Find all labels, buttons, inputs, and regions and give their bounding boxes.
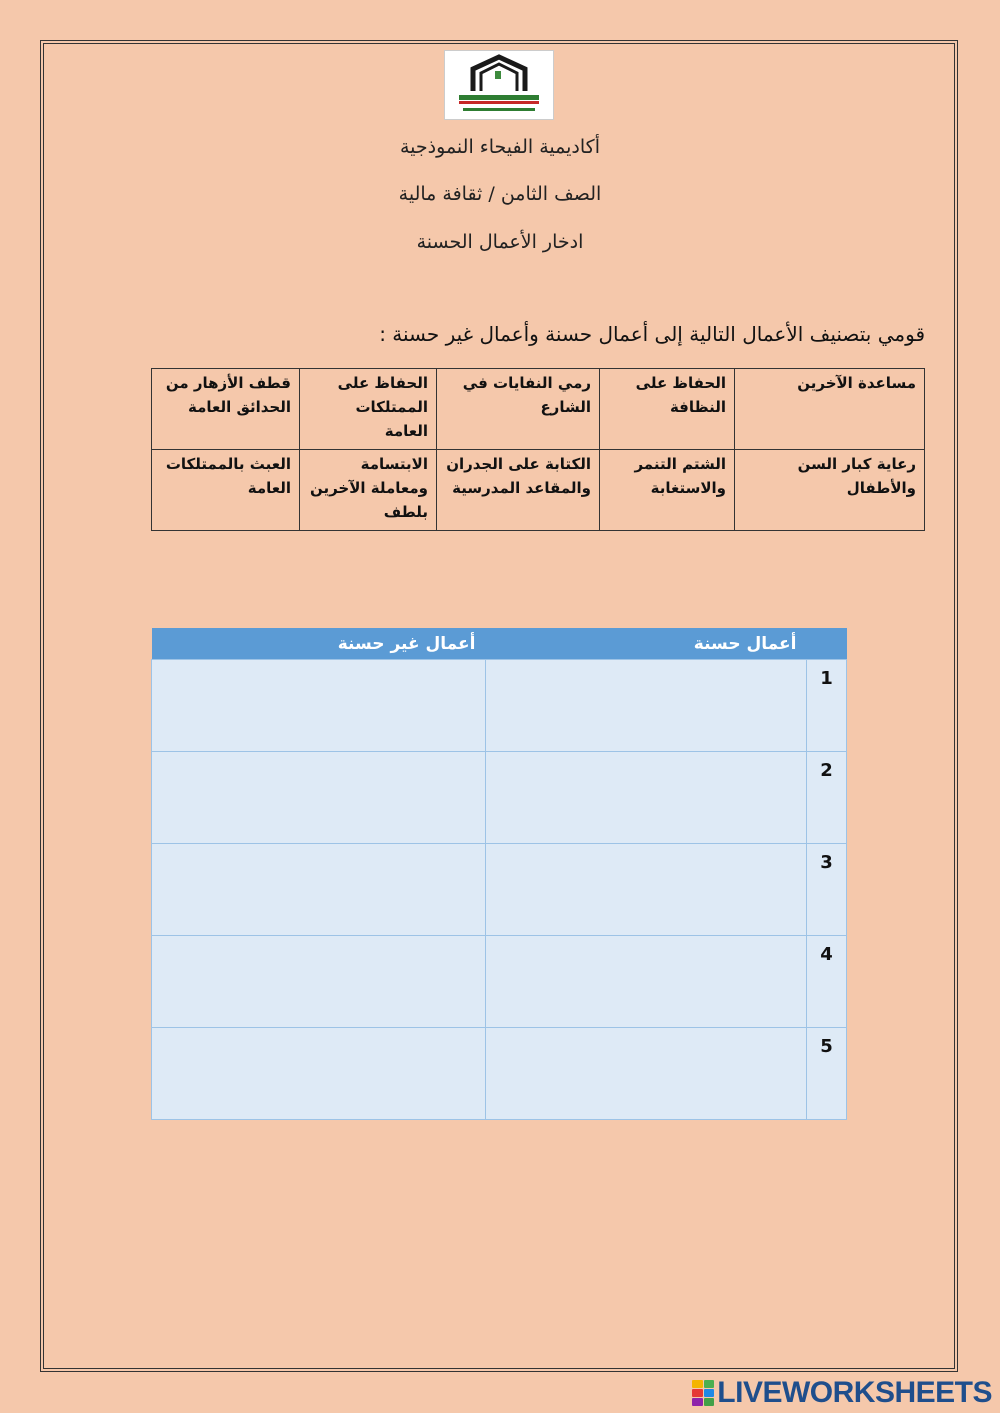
liveworksheets-wordmark: LIVEWORKSHEETS [717, 1376, 992, 1409]
class-subject: الصف الثامن / ثقافة مالية [398, 183, 602, 205]
bad-deed-drop-cell[interactable] [152, 844, 486, 936]
good-deeds-header: أعمال حسنة [486, 628, 847, 660]
actions-table [151, 368, 925, 531]
answer-row [152, 1028, 847, 1120]
school-logo-graphic [445, 51, 553, 119]
answer-row [152, 660, 847, 752]
good-deed-drop-cell[interactable] [486, 1028, 807, 1120]
answer-header-row [152, 628, 847, 660]
answer-row [152, 752, 847, 844]
lesson-title: ادخار الأعمال الحسنة [416, 231, 584, 253]
answer-table [151, 628, 847, 1120]
action-item[interactable]: رعاية كبار السن والأطفال [735, 450, 925, 531]
bad-deeds-header: أعمال غير حسنة [152, 628, 486, 660]
action-item[interactable]: العبث بالممتلكات العامة [152, 450, 300, 531]
row-number: 4 [807, 936, 847, 1028]
instruction-text: قومي بتصنيف الأعمال التالية إلى أعمال حسنة وأعمال غير حسنة : [379, 322, 925, 346]
row-number: 3 [807, 844, 847, 936]
liveworksheets-brand[interactable] [692, 1376, 992, 1410]
answer-row [152, 936, 847, 1028]
actions-row [152, 369, 925, 450]
good-deed-drop-cell[interactable] [486, 660, 807, 752]
action-item[interactable]: قطف الأزهار من الحدائق العامة [152, 369, 300, 450]
action-item[interactable]: الشتم التنمر والاستغابة [600, 450, 735, 531]
action-item[interactable]: الكتابة على الجدران والمقاعد المدرسية [437, 450, 600, 531]
row-number: 5 [807, 1028, 847, 1120]
bad-deed-drop-cell[interactable] [152, 936, 486, 1028]
action-item[interactable]: الابتسامة ومعاملة الآخرين بلطف [300, 450, 437, 531]
bad-deed-drop-cell[interactable] [152, 752, 486, 844]
good-deed-drop-cell[interactable] [486, 844, 807, 936]
good-deed-drop-cell[interactable] [486, 752, 807, 844]
action-item[interactable]: رمي النفايات في الشارع [437, 369, 600, 450]
answer-row [152, 844, 847, 936]
school-logo [444, 50, 554, 120]
row-number: 2 [807, 752, 847, 844]
bad-deed-drop-cell[interactable] [152, 660, 486, 752]
action-item[interactable]: الحفاظ على النظافة [600, 369, 735, 450]
action-item[interactable]: الحفاظ على الممتلكات العامة [300, 369, 437, 450]
actions-row [152, 450, 925, 531]
good-deed-drop-cell[interactable] [486, 936, 807, 1028]
school-name: أكاديمية الفيحاء النموذجية [400, 136, 600, 158]
action-item[interactable]: مساعدة الآخرين [735, 369, 925, 450]
row-number: 1 [807, 660, 847, 752]
bad-deed-drop-cell[interactable] [152, 1028, 486, 1120]
liveworksheets-logo-icon [692, 1380, 714, 1406]
